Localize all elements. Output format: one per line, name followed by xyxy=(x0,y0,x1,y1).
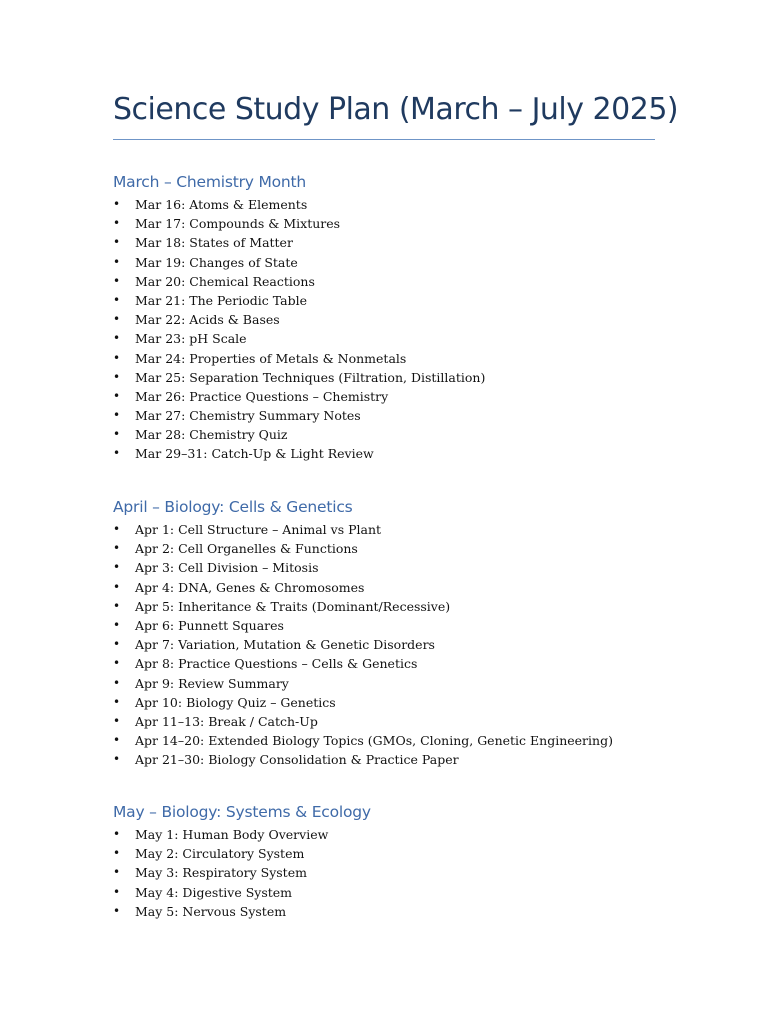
list-item-text: Mar 29–31: Catch-Up & Light Review xyxy=(135,446,374,462)
list-item-text: Mar 21: The Periodic Table xyxy=(135,292,307,308)
list-item-text: Mar 26: Practice Questions – Chemistry xyxy=(135,388,389,404)
list-item-text: May 2: Circulatory System xyxy=(135,846,305,862)
list-item xyxy=(113,310,673,329)
section-may-biology-systems-ecology xyxy=(113,801,673,921)
bullet-icon: • xyxy=(113,427,121,442)
bullet-icon: • xyxy=(113,713,121,728)
list-item-text: May 3: Respiratory System xyxy=(135,865,307,881)
list-item xyxy=(113,558,673,577)
bullet-icon: • xyxy=(113,752,121,767)
section-heading: May – Biology: Systems & Ecology xyxy=(113,803,371,821)
list-item xyxy=(113,597,673,616)
bullet-icon: • xyxy=(113,541,121,556)
bullet-icon: • xyxy=(113,197,121,211)
list-item xyxy=(113,387,673,406)
bullet-icon: • xyxy=(113,694,121,709)
list-item xyxy=(113,272,673,291)
bullet-icon: • xyxy=(113,598,121,613)
list-item xyxy=(113,578,673,597)
list-item-text: May 1: Human Body Overview xyxy=(135,827,329,842)
list-item xyxy=(113,654,673,673)
bullet-icon: • xyxy=(113,273,121,288)
list-item xyxy=(113,635,673,654)
list-item xyxy=(113,750,673,769)
bullet-icon: • xyxy=(113,388,121,403)
bullet-icon: • xyxy=(113,312,121,327)
bullet-icon: • xyxy=(113,408,121,423)
list-item-text: Apr 5: Inheritance & Traits (Dominant/Recessive) xyxy=(135,598,451,614)
bullet-icon: • xyxy=(113,733,121,748)
list-item xyxy=(113,444,673,463)
list-item-text: Mar 25: Separation Techniques (Filtration, Distillation) xyxy=(135,369,486,385)
list-item xyxy=(113,712,673,731)
list-item-text: May 4: Digestive System xyxy=(135,884,293,900)
bullet-icon: • xyxy=(113,903,121,918)
list-item xyxy=(113,349,673,368)
topic-list xyxy=(113,825,673,921)
list-item-text: Apr 9: Review Summary xyxy=(135,675,289,691)
list-item xyxy=(113,863,673,882)
topic-list xyxy=(113,520,673,769)
bullet-icon: • xyxy=(113,350,121,365)
bullet-icon: • xyxy=(113,331,121,346)
list-item xyxy=(113,368,673,387)
list-item xyxy=(113,520,673,539)
bullet-icon: • xyxy=(113,292,121,307)
list-item-text: Apr 4: DNA, Genes & Chromosomes xyxy=(135,579,365,595)
section-heading: April – Biology: Cells & Genetics xyxy=(113,498,353,516)
list-item-text: Apr 7: Variation, Mutation & Genetic Disorders xyxy=(135,637,435,653)
list-item xyxy=(113,902,673,921)
section-march-chemistry xyxy=(113,171,673,464)
list-item xyxy=(113,693,673,712)
list-item-text: Mar 24: Properties of Metals & Nonmetals xyxy=(135,350,407,366)
bullet-icon: • xyxy=(113,656,121,671)
bullet-icon: • xyxy=(113,235,121,250)
list-item xyxy=(113,329,673,348)
section-april-biology-cells-genetics xyxy=(113,496,673,769)
list-item-text: Apr 1: Cell Structure – Animal vs Plant xyxy=(135,522,382,537)
bullet-icon: • xyxy=(113,446,121,461)
bullet-icon: • xyxy=(113,846,121,861)
list-item xyxy=(113,214,673,233)
bullet-icon: • xyxy=(113,675,121,690)
topic-list xyxy=(113,195,673,464)
list-item xyxy=(113,674,673,693)
list-item xyxy=(113,425,673,444)
bullet-icon: • xyxy=(113,369,121,384)
list-item-text: Apr 3: Cell Division – Mitosis xyxy=(135,560,319,576)
list-item xyxy=(113,195,673,214)
bullet-icon: • xyxy=(113,254,121,269)
list-item-text: Apr 8: Practice Questions – Cells & Genetics xyxy=(135,656,418,672)
list-item-text: Mar 19: Changes of State xyxy=(135,254,298,270)
list-item-text: Mar 22: Acids & Bases xyxy=(135,312,280,328)
list-item xyxy=(113,253,673,272)
list-item xyxy=(113,233,673,252)
list-item xyxy=(113,291,673,310)
list-item xyxy=(113,406,673,425)
list-item-text: May 5: Nervous System xyxy=(135,903,287,919)
bullet-icon: • xyxy=(113,579,121,594)
list-item xyxy=(113,825,673,844)
bullet-icon: • xyxy=(113,637,121,652)
bullet-icon: • xyxy=(113,884,121,899)
section-heading: March – Chemistry Month xyxy=(113,173,307,191)
list-item-text: Apr 14–20: Extended Biology Topics (GMOs, Cloning, Genetic Engineering) xyxy=(135,733,613,749)
list-item-text: Mar 28: Chemistry Quiz xyxy=(135,427,288,443)
bullet-icon: • xyxy=(113,827,121,841)
list-item-text: Apr 21–30: Biology Consolidation & Practice Paper xyxy=(135,752,459,768)
list-item-text: Mar 27: Chemistry Summary Notes xyxy=(135,408,361,424)
title-underline xyxy=(113,139,655,140)
list-item xyxy=(113,883,673,902)
bullet-icon: • xyxy=(113,522,121,536)
bullet-icon: • xyxy=(113,560,121,575)
list-item-text: Mar 18: States of Matter xyxy=(135,235,293,251)
list-item-text: Mar 23: pH Scale xyxy=(135,331,247,347)
list-item-text: Mar 17: Compounds & Mixtures xyxy=(135,216,341,232)
bullet-icon: • xyxy=(113,865,121,880)
bullet-icon: • xyxy=(113,617,121,632)
list-item xyxy=(113,731,673,750)
list-item-text: Apr 2: Cell Organelles & Functions xyxy=(135,541,358,557)
list-item-text: Apr 11–13: Break / Catch-Up xyxy=(135,713,318,729)
list-item xyxy=(113,539,673,558)
list-item xyxy=(113,616,673,635)
list-item xyxy=(113,844,673,863)
document-title: Science Study Plan (March – July 2025) xyxy=(113,92,679,127)
list-item-text: Apr 6: Punnett Squares xyxy=(135,617,284,633)
bullet-icon: • xyxy=(113,216,121,231)
list-item-text: Mar 16: Atoms & Elements xyxy=(135,197,308,212)
list-item-text: Mar 20: Chemical Reactions xyxy=(135,273,315,289)
list-item-text: Apr 10: Biology Quiz – Genetics xyxy=(135,694,336,710)
